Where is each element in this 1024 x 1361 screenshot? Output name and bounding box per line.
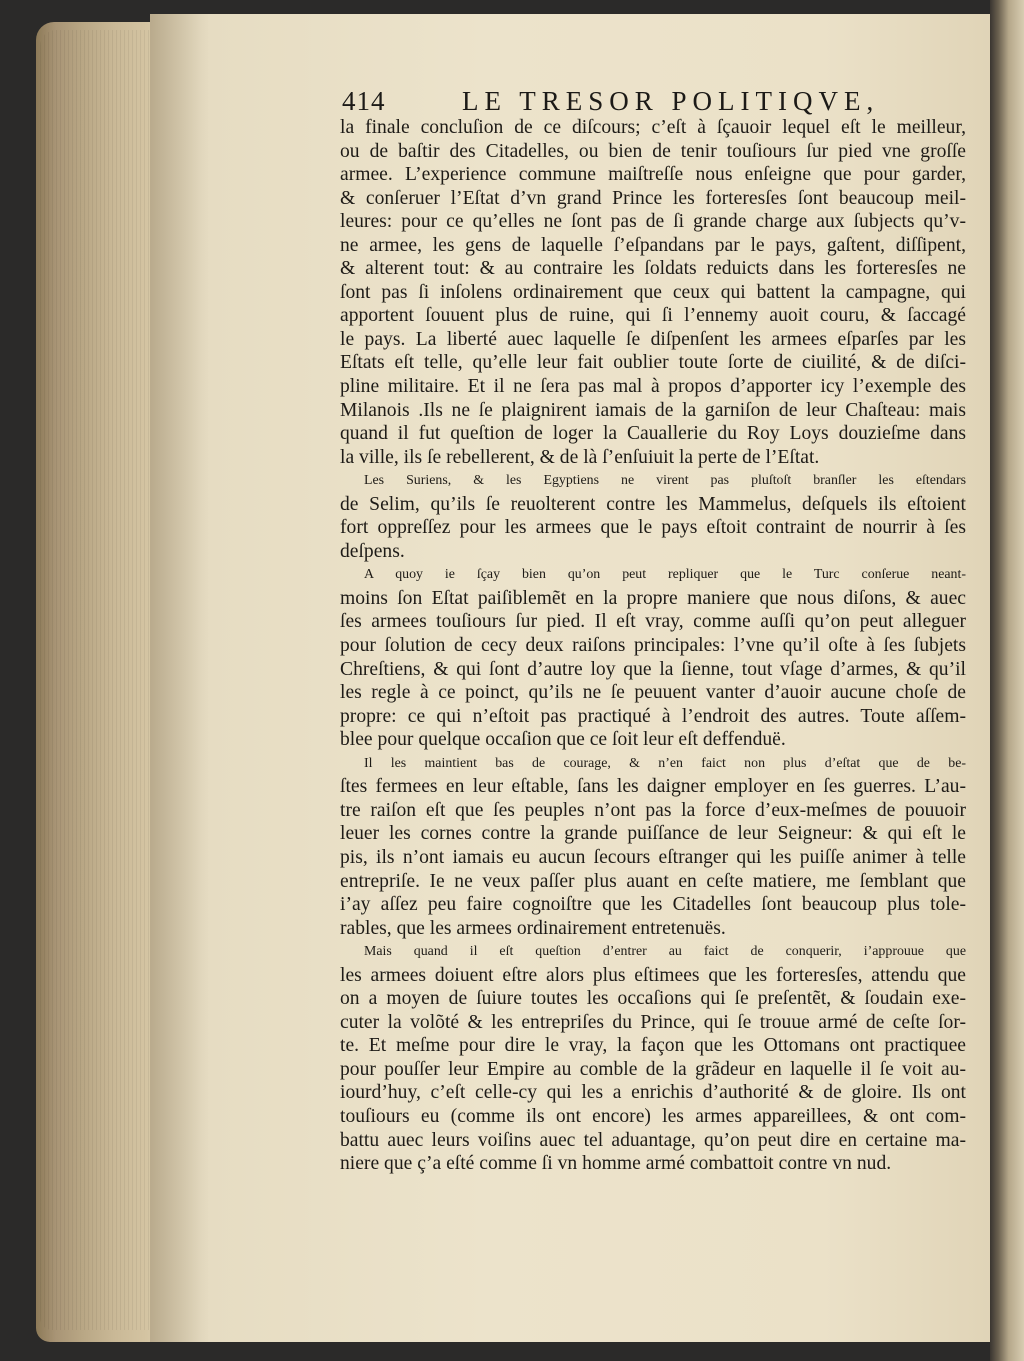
text-line: entrepriſe. Ie ne veux paſſer plus auant en ceſte matiere, me ſemblant que: [340, 870, 966, 892]
text-line: apportent ſouuent plus de ruine, qui ſi l’ennemy auoit couru, & ſaccagé: [340, 305, 966, 327]
text-line: ſes armees touſiours ſur pied. Il eſt vray, comme auſſi qu’on peut alleguer: [340, 611, 966, 633]
text-line: ou de baſtir des Citadelles, ou bien de tenir touſiours ſur pied vne groſſe: [340, 140, 966, 162]
text-line: & conſeruer l’Eſtat d’vn grand Prince les forteresſes ſont beaucoup meil-: [340, 187, 966, 209]
text-line: ſont pas ſi inſolens ordinairement que ceux qui battent la campagne, qui: [340, 281, 966, 303]
text-line: la finale concluſion de ce diſcours; c’eſt à ſçauoir lequel eſt le meilleur,: [340, 117, 966, 138]
text-line: ne armee, les gens de laquelle ſ’eſpandans par le pays, gaſtent, diſſipent,: [340, 234, 966, 256]
text-line: niere que ç’a eſté comme ſi vn homme armé combattoit contre vn nud.: [340, 1153, 892, 1175]
page-edge-texture: [40, 30, 160, 1330]
body-text: [340, 116, 966, 1176]
text-line: de Selim, qu’ils ſe reuolterent contre les Mammelus, deſquels ils eſtoient: [340, 493, 966, 515]
running-head: [342, 86, 880, 116]
text-line: on a moyen de ſuiure toutes les occaſions qui ſe preſentẽt, & ſoudain exe-: [340, 988, 966, 1010]
text-line: Les Suriens, & les Egyptiens ne virent pas pluſtoſt branſler les eſtendars: [364, 473, 966, 489]
page-number: 414: [342, 86, 386, 116]
text-line: A quoy ie ſçay bien qu’on peut repliquer que le Turc conſerue neant-: [364, 567, 966, 583]
text-line: iourd’huy, c’eſt celle-cy qui les a enrichis d’authorité & de gloire. Ils ont: [340, 1082, 966, 1104]
text-line: deſpens.: [340, 540, 405, 562]
text-line: Milanois .Ils ne ſe plaignirent iamais de la garniſon de leur Chaſteau: mais: [340, 399, 966, 421]
text-line: propre: ce qui n’eſtoit pas practiqué à l’endroit des autres. Toute aſſem-: [340, 705, 966, 727]
page-shadow: [150, 14, 210, 1342]
text-line: pour pouſſer leur Empire au comble de la grãdeur en laquelle il ſe voit au-: [340, 1058, 966, 1080]
text-line: ſtes fermees en leur eſtable, ſans les daigner employer en ſes guerres. L’au-: [340, 776, 966, 798]
text-line: la ville, ils ſe rebellerent, & de là ſ’enſuiuit la perte de l’Eſtat.: [340, 446, 820, 468]
text-line: les armees doiuent eſtre alors plus eſtimees que les forteresſes, attendu que: [340, 964, 966, 986]
text-line: Mais quand il eſt queſtion d’entrer au faict de conquerir, i’approuue que: [364, 944, 966, 960]
text-line: cuter la volõté & les entrepriſes du Prince, qui ſe trouue armé de ceſte ſor-: [340, 1011, 966, 1033]
text-line: Eſtats eſt telle, qu’elle leur fait oublier toute ſorte de ciuilité, & de diſci-: [340, 352, 966, 374]
text-line: Il les maintient bas de courage, & n’en faict non plus d’eſtat que de be-: [364, 755, 966, 771]
text-line: rables, que les armees ordinairement entretenuës.: [340, 917, 726, 939]
text-line: fort oppreſſez pour les armees que le pays eſtoit contraint de nourrir à ſes: [340, 517, 966, 539]
text-line: blee pour quelque occaſion que ce ſoit leur eſt deffenduë.: [340, 729, 786, 751]
text-line: armee. L’experience commune maiſtreſſe nous enſeigne que pour garder,: [340, 164, 966, 186]
text-line: te. Et meſme pour dire le vray, la façon que les Ottomans ont practiquee: [340, 1035, 966, 1057]
facing-page-gutter: [990, 0, 1024, 1361]
text-line: le pays. La liberté auec laquelle ſe diſpenſent les armees eſparſes par les: [340, 328, 966, 350]
page-title: LE TRESOR POLITIQVE,: [462, 86, 880, 116]
text-line: quand il fut queſtion de loger la Cauallerie du Roy Loys douzieſme dans: [340, 423, 966, 445]
text-line: pis, ils n’ont iamais eu aucun ſecours eſtranger qui les puiſſe animer à telle: [340, 846, 966, 868]
text-line: pour ſolution de cecy deux raiſons principales: l’vne qu’il oſte à ſes ſubjets: [340, 635, 966, 657]
text-line: moins ſon Eſtat paiſiblemẽt en la propre maniere que nous diſons, & auec: [340, 587, 966, 609]
text-line: & alterent tout: & au contraire les ſoldats reduicts dans les forteresſes ne: [340, 258, 966, 280]
text-line: leures: pour ce qu’elles ne ſont pas de ſi grande charge aux ſubjects qu’v-: [340, 211, 966, 233]
text-line: tre raiſon eſt que ſes peuples n’ont pas la force d’eux-meſmes de pouuoir: [340, 799, 966, 821]
text-line: battu auec leurs voiſins auec tel aduantage, qu’on peut dire en certaine ma-: [340, 1129, 966, 1151]
text-line: i’ay aſſez peu faire cognoiſtre que les Citadelles ſont beaucoup plus tole-: [340, 894, 966, 916]
text-line: pline militaire. Et il ne ſera pas mal à propos d’apporter icy l’exemple des: [340, 376, 966, 398]
text-line: touſiours eu (comme ils ont encore) les armes appareillees, & ont com-: [340, 1105, 966, 1127]
text-line: Chreſtiens, & qui ſont d’autre loy que la ſienne, tout vſage d’armes, & qu’il: [340, 658, 966, 680]
text-line: leuer les cornes contre la grande puiſſance de leur Seigneur: & qui eſt le: [340, 823, 966, 845]
text-line: les regle à ce poinct, qu’ils ne ſe peuuent vanter d’auoir aucune choſe de: [340, 682, 966, 704]
